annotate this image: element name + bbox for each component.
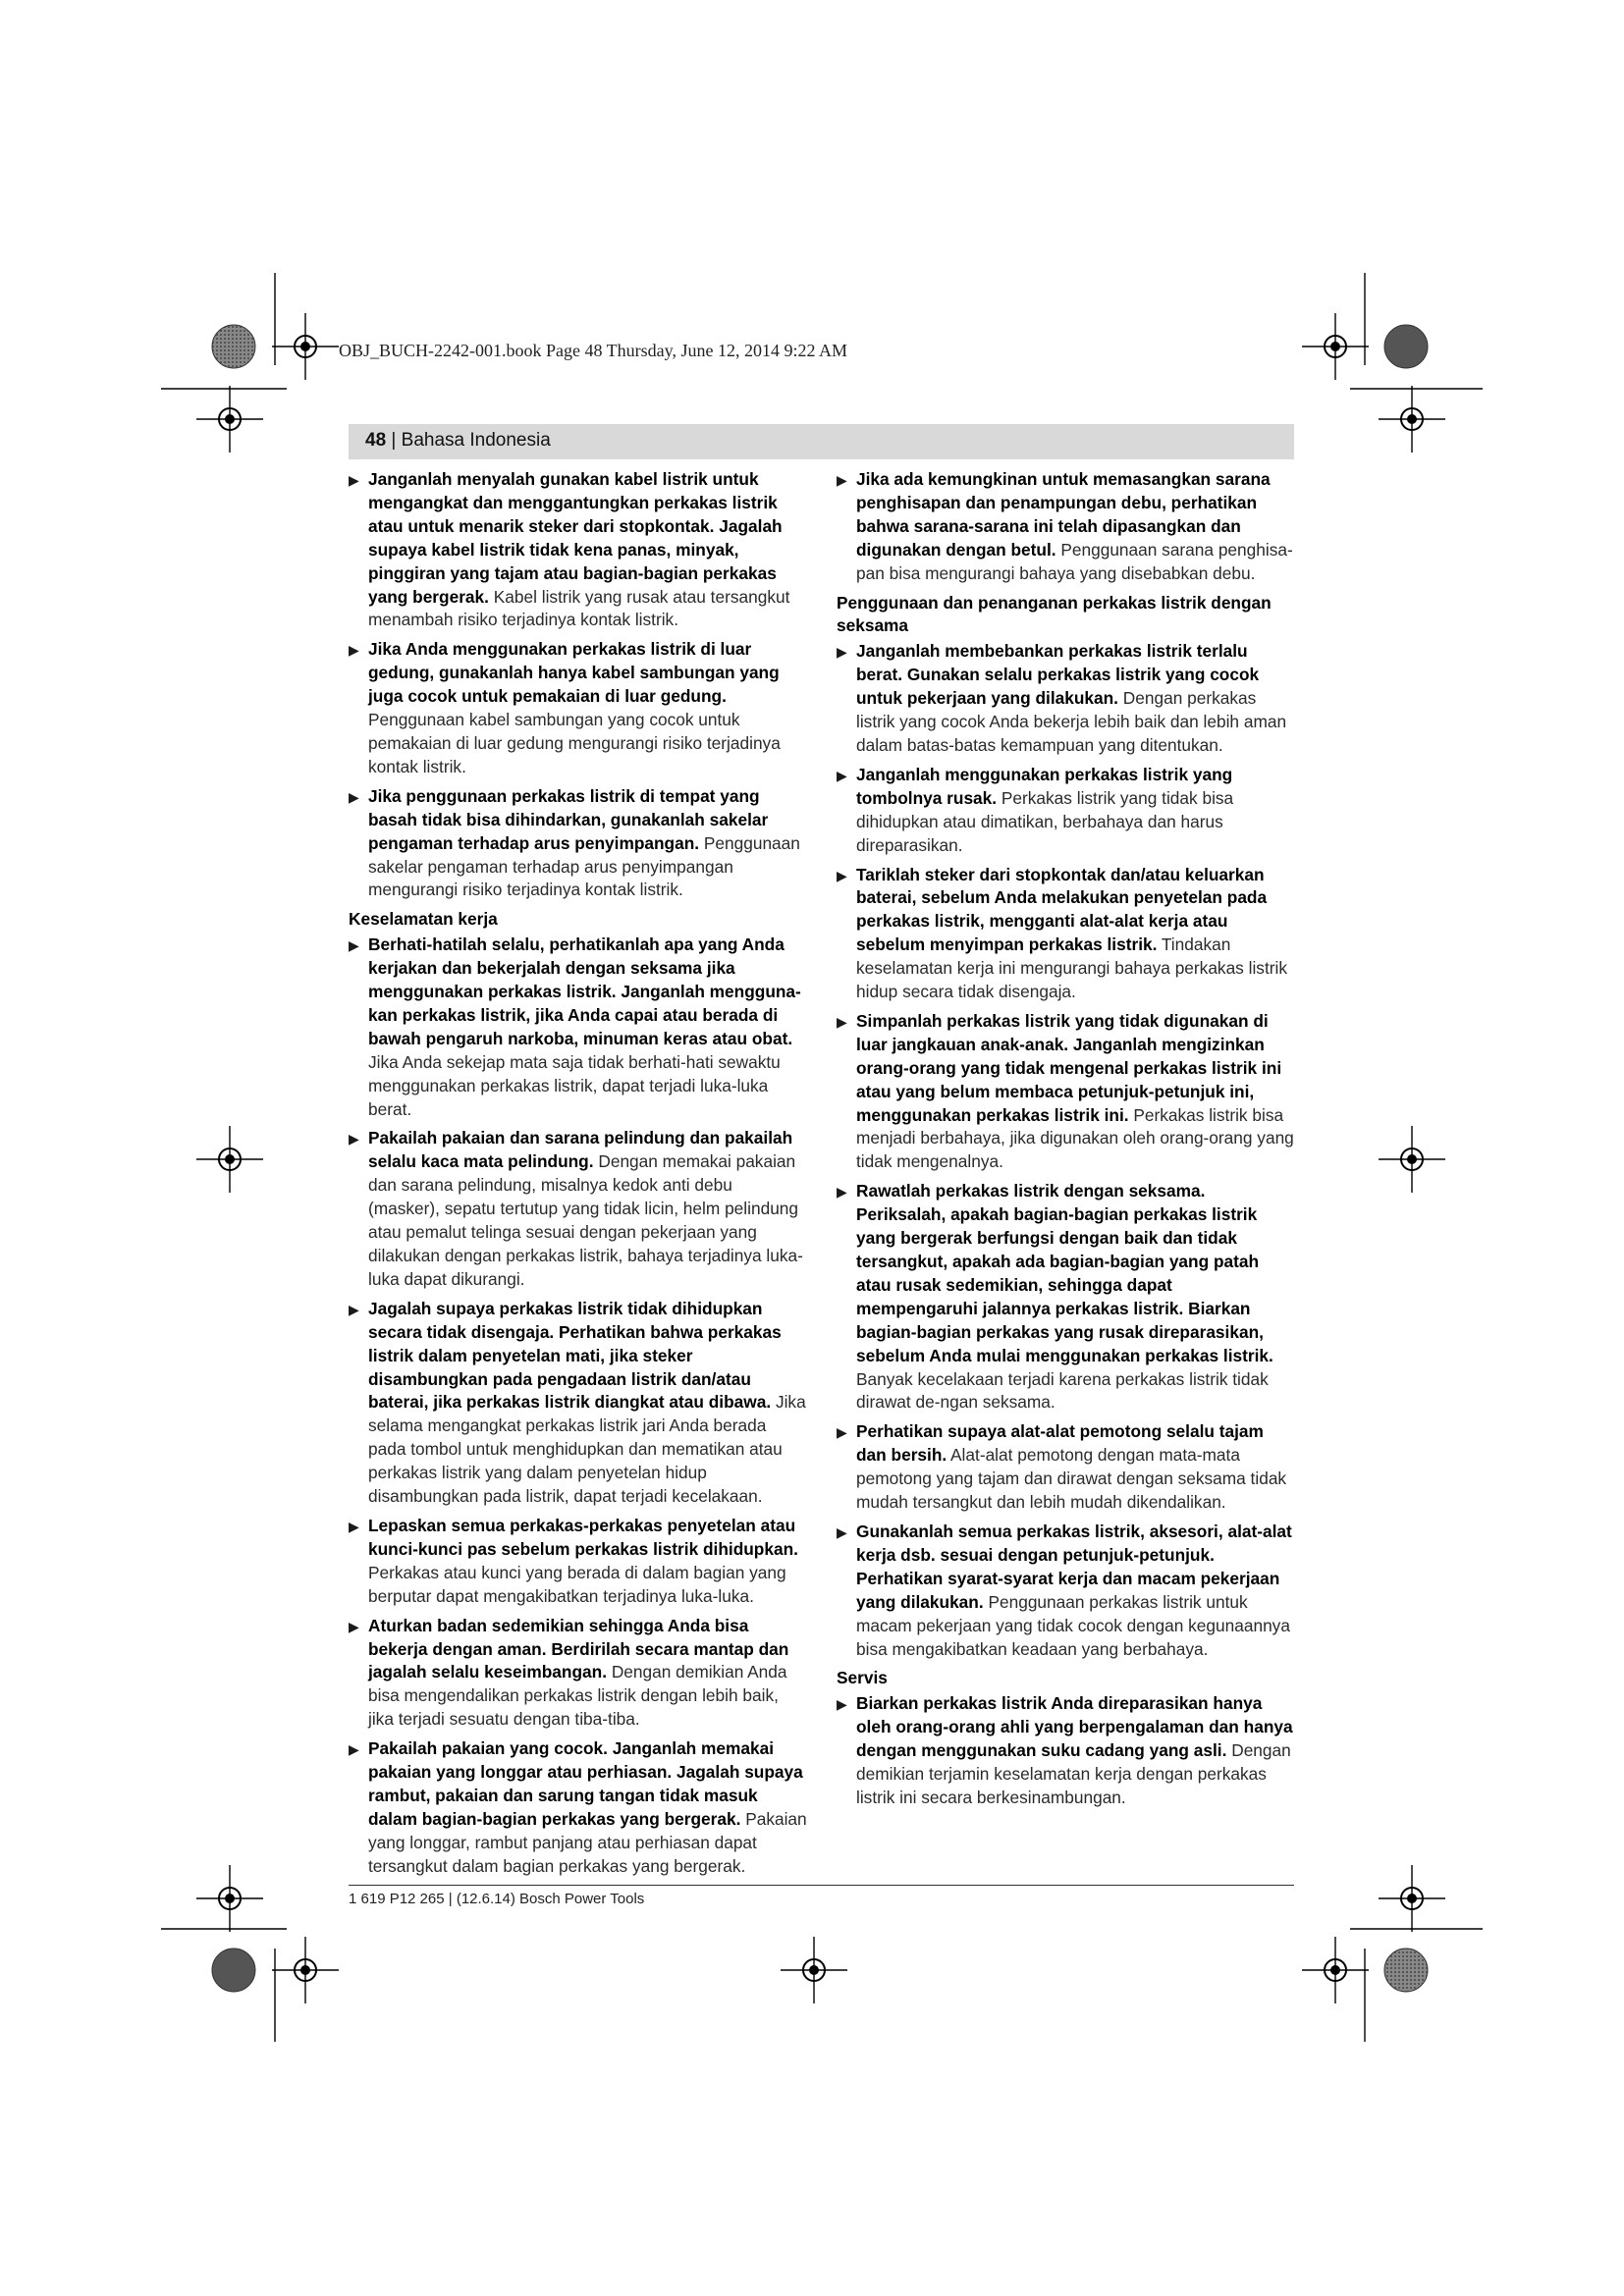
item-desc-text: Perkakas atau kunci yang berada di dalam bagian yang berputar dapat mengakibatkan terjadinya luka-luka. bbox=[368, 1562, 786, 1606]
list-item bbox=[349, 934, 808, 1121]
bullet-arrow-icon: ▶ bbox=[837, 1523, 847, 1540]
item-bold-text: Pakailah pakaian dan sarana pelindung dan pakailah selalu kaca mata pelindung. bbox=[368, 1128, 793, 1172]
color-target-icon bbox=[212, 1949, 255, 1992]
color-target-icon bbox=[1384, 1949, 1428, 1992]
left-column bbox=[349, 468, 808, 1885]
item-desc-text: Alat-alat pemotong dengan mata-mata pemotong yang tajam dan dirawat dengan seksama tidak mudah tersangkut dan lebih mudah dikendalikan. bbox=[856, 1445, 1287, 1513]
bullet-arrow-icon: ▶ bbox=[349, 1518, 359, 1534]
bullet-arrow-icon: ▶ bbox=[349, 1741, 359, 1758]
list-item bbox=[349, 1615, 808, 1733]
page-footer: 1 619 P12 265 | (12.6.14) Bosch Power Tools bbox=[349, 1891, 645, 1907]
bullet-arrow-icon: ▶ bbox=[349, 1301, 359, 1317]
list-item bbox=[349, 638, 808, 778]
item-desc-text: Banyak kecelakaan terjadi karena perkakas listrik tidak dirawat de-ngan seksama. bbox=[856, 1368, 1269, 1413]
bullet-arrow-icon: ▶ bbox=[349, 472, 359, 488]
list-item bbox=[837, 468, 1296, 586]
print-slug: OBJ_BUCH-2242-001.book Page 48 Thursday, June 12, 2014 9:22 AM bbox=[339, 341, 847, 360]
section-heading-penggunaan: Penggunaan dan penanganan perkakas listrik dengan seksama bbox=[837, 592, 1272, 636]
item-bold-text: Simpanlah perkakas listrik yang tidak digunakan di luar jangkauan anak-anak. Janganlah mengizinkan orang-orang yang tidak mengenal perkakas listrik ini atau yang belum membaca petunjuk-petunjuk ini, menggunakan perkakas listrik ini. bbox=[856, 1010, 1282, 1125]
item-desc-text: Penggunaan perkakas listrik untuk macam pekerjaan yang tidak cocok dengan kegunaannya bisa mengakibatkan keadaan yang berbahaya. bbox=[856, 1591, 1290, 1659]
item-desc-text: Jika selama mengangkat perkakas listrik jari Anda berada pada tombol untuk menghidupkan dan mematikan atau perkakas listrik yang dalam penyetelan hidup disambungkan pada listrik, dapat terjadi kecelakaan. bbox=[368, 1392, 806, 1507]
item-desc-text: Perkakas listrik yang tidak bisa dihidupkan atau dimatikan, berbahaya dan harus direparasikan. bbox=[856, 787, 1234, 855]
list-item bbox=[349, 1515, 808, 1609]
header-separator: | bbox=[386, 430, 402, 451]
list-item bbox=[837, 764, 1296, 858]
item-desc-text: Dengan perkakas listrik yang cocok Anda bekerja lebih baik dan lebih aman dalam batas-batas kemampuan yang ditentukan. bbox=[856, 688, 1287, 755]
bullet-arrow-icon: ▶ bbox=[837, 1013, 847, 1030]
item-desc-text: Pakaian yang longgar, rambut panjang atau perhiasan dapat tersangkut dalam bagian perkakas yang bergerak. bbox=[368, 1808, 807, 1876]
list-item bbox=[837, 864, 1296, 1004]
page-header bbox=[365, 430, 551, 452]
item-bold-text: Gunakanlah semua perkakas listrik, aksesori, alat-alat kerja dsb. sesuai dengan petunjuk-petunjuk. Perhatikan syarat-syarat kerja dan macam pekerjaan yang dilakukan. bbox=[856, 1521, 1292, 1612]
bullet-arrow-icon: ▶ bbox=[837, 867, 847, 883]
item-bold-text: Berhati-hatilah selalu, perhatikanlah apa yang Anda kerjakan dan bekerjalah dengan seksama jika menggunakan perkakas listrik. Janganlah mengguna-kan perkakas listrik, jika Anda capai atau berada di bawah pengaruh narkoba, minuman keras atau obat. bbox=[368, 934, 801, 1048]
item-bold-text: Janganlah menggunakan perkakas listrik yang tombolnya rusak. bbox=[856, 764, 1233, 808]
right-column bbox=[837, 468, 1296, 1816]
item-bold-text: Tariklah steker dari stopkontak dan/atau keluarkan baterai, sebelum Anda melakukan penyetelan pada perkakas listrik, mengganti alat-alat kerja atau sebelum menyimpan perkakas listrik. bbox=[856, 864, 1268, 955]
list-item bbox=[837, 1521, 1296, 1661]
list-item bbox=[837, 1180, 1296, 1415]
list-item bbox=[349, 468, 808, 632]
item-bold-text: Jika Anda menggunakan perkakas listrik di luar gedung, gunakanlah hanya kabel sambungan yang juga cocok untuk pemakaian di luar gedung. bbox=[368, 639, 780, 707]
list-item bbox=[349, 1737, 808, 1878]
bullet-arrow-icon: ▶ bbox=[837, 1424, 847, 1441]
item-desc-text: Dengan demikian Anda bisa mengendalikan perkakas listrik dengan lebih baik, jika terjadi sesuatu dengan tiba-tiba. bbox=[368, 1662, 787, 1730]
item-desc-text: Dengan demikian terjamin keselamatan kerja dengan perkakas listrik ini secara berkesinambungan. bbox=[856, 1740, 1291, 1807]
bullet-arrow-icon: ▶ bbox=[837, 644, 847, 661]
color-target-icon bbox=[1384, 325, 1428, 368]
item-bold-text: Rawatlah perkakas listrik dengan seksama. Periksalah, apakah bagian-bagian perkakas listrik yang bergerak berfungsi dengan baik dan tidak tersangkut, apakah ada bagian-bagian yang patah atau rusak sedemikian, sehingga dapat mempengaruhi jalannya perkakas listrik. Biarkan bagian-bagian perkakas yang rusak direparasikan, sebelum Anda mulai menggunakan perkakas listrik. bbox=[856, 1181, 1273, 1365]
bullet-arrow-icon: ▶ bbox=[349, 788, 359, 805]
list-item bbox=[837, 1692, 1296, 1810]
bullet-arrow-icon: ▶ bbox=[349, 1618, 359, 1634]
section-heading-keselamatan: Keselamatan kerja bbox=[349, 909, 498, 930]
list-item bbox=[837, 1010, 1296, 1174]
header-language: Bahasa Indonesia bbox=[401, 430, 551, 451]
item-desc-text: Tindakan keselamatan kerja ini mengurangi bahaya perkakas listrik hidup secara tidak disengaja. bbox=[856, 934, 1287, 1002]
item-bold-text: Pakailah pakaian yang cocok. Janganlah memakai pakaian yang longgar atau perhiasan. Jagalah supaya rambut, pakaian dan sarung tangan tidak masuk dalam bagian-bagian perkakas yang bergerak. bbox=[368, 1738, 803, 1829]
item-bold-text: Jagalah supaya perkakas listrik tidak dihidupkan secara tidak disengaja. Perhatikan bahwa perkakas listrik dalam penyetelan mati, jika steker disambungkan pada pengadaan listrik dan/atau baterai, jika perkakas listrik diangkat atau dibawa. bbox=[368, 1298, 782, 1413]
item-desc-text: Dengan memakai pakaian dan sarana pelindung, misalnya kedok anti debu (masker), sepatu tertutup yang tidak licin, helm pelindung atau pemalut telinga sesuai dengan pekerjaan yang dilakukan dengan perkakas listrik, bahaya terjadinya luka-luka dapat dikurangi. bbox=[368, 1151, 803, 1289]
item-bold-text: Jika penggunaan perkakas listrik di tempat yang basah tidak bisa dihindarkan, gunakanlah sakelar pengaman terhadap arus penyimpangan. bbox=[368, 785, 769, 853]
item-desc-text: Perkakas listrik bisa menjadi berbahaya, jika digunakan oleh orang-orang yang tidak mengenalnya. bbox=[856, 1104, 1294, 1172]
bullet-arrow-icon: ▶ bbox=[349, 937, 359, 954]
list-item bbox=[837, 1420, 1296, 1515]
bullet-arrow-icon: ▶ bbox=[837, 767, 847, 783]
list-item bbox=[349, 1298, 808, 1509]
item-desc-text: Kabel listrik yang rusak atau tersangkut menambah risiko terjadinya kontak listrik. bbox=[368, 586, 790, 630]
bullet-arrow-icon: ▶ bbox=[349, 642, 359, 659]
bullet-arrow-icon: ▶ bbox=[837, 1184, 847, 1201]
list-item bbox=[349, 1127, 808, 1291]
bullet-arrow-icon: ▶ bbox=[837, 1696, 847, 1713]
bullet-arrow-icon: ▶ bbox=[837, 472, 847, 488]
item-desc-text: Penggunaan sakelar pengaman terhadap arus penyimpangan mengurangi risiko terjadinya kontak listrik. bbox=[368, 832, 800, 900]
footer-rule bbox=[349, 1885, 1294, 1886]
item-bold-text: Janganlah menyalah gunakan kabel listrik untuk mengangkat dan menggantungkan perkakas listrik atau untuk menarik steker dari stopkontak. Jagalah supaya kabel listrik tidak kena panas, minyak, pinggiran yang tajam atau bagian-bagian perkakas yang bergerak. bbox=[368, 469, 783, 607]
item-desc-text: Jika Anda sekejap mata saja tidak berhati-hati sewaktu menggunakan perkakas listrik, dapat terjadi luka-luka berat. bbox=[368, 1051, 781, 1119]
list-item bbox=[349, 785, 808, 903]
page-number: 48 bbox=[365, 430, 387, 451]
item-bold-text: Aturkan badan sedemikian sehingga Anda bisa bekerja dengan aman. Berdirilah secara mantap dan jagalah selalu keseimbangan. bbox=[368, 1615, 789, 1682]
item-bold-text: Jika ada kemungkinan untuk memasangkan sarana penghisapan dan penampungan debu, perhatikan bahwa sarana-sarana ini telah dipasangkan dan digunakan dengan betul. bbox=[856, 469, 1271, 560]
item-bold-text: Biarkan perkakas listrik Anda direparasikan hanya oleh orang-orang ahli yang berpengalaman dan hanya dengan menggunakan suku cadang yang asli. bbox=[856, 1693, 1293, 1761]
list-item bbox=[837, 640, 1296, 758]
item-bold-text: Lepaskan semua perkakas-perkakas penyetelan atau kunci-kunci pas sebelum perkakas listrik dihidupkan. bbox=[368, 1515, 798, 1559]
section-heading-servis: Servis bbox=[837, 1668, 888, 1688]
item-bold-text: Janganlah membebankan perkakas listrik terlalu berat. Gunakan selalu perkakas listrik yang cocok untuk pekerjaan yang dilakukan. bbox=[856, 641, 1260, 709]
item-desc-text: Penggunaan sarana penghisa-pan bisa mengurangi bahaya yang disebabkan debu. bbox=[856, 539, 1293, 583]
color-target-icon bbox=[212, 325, 255, 368]
bullet-arrow-icon: ▶ bbox=[349, 1131, 359, 1148]
item-bold-text: Perhatikan supaya alat-alat pemotong selalu tajam dan bersih. bbox=[856, 1421, 1264, 1466]
item-desc-text: Penggunaan kabel sambungan yang cocok untuk pemakaian di luar gedung mengurangi risiko terjadinya kontak listrik. bbox=[368, 710, 781, 776]
